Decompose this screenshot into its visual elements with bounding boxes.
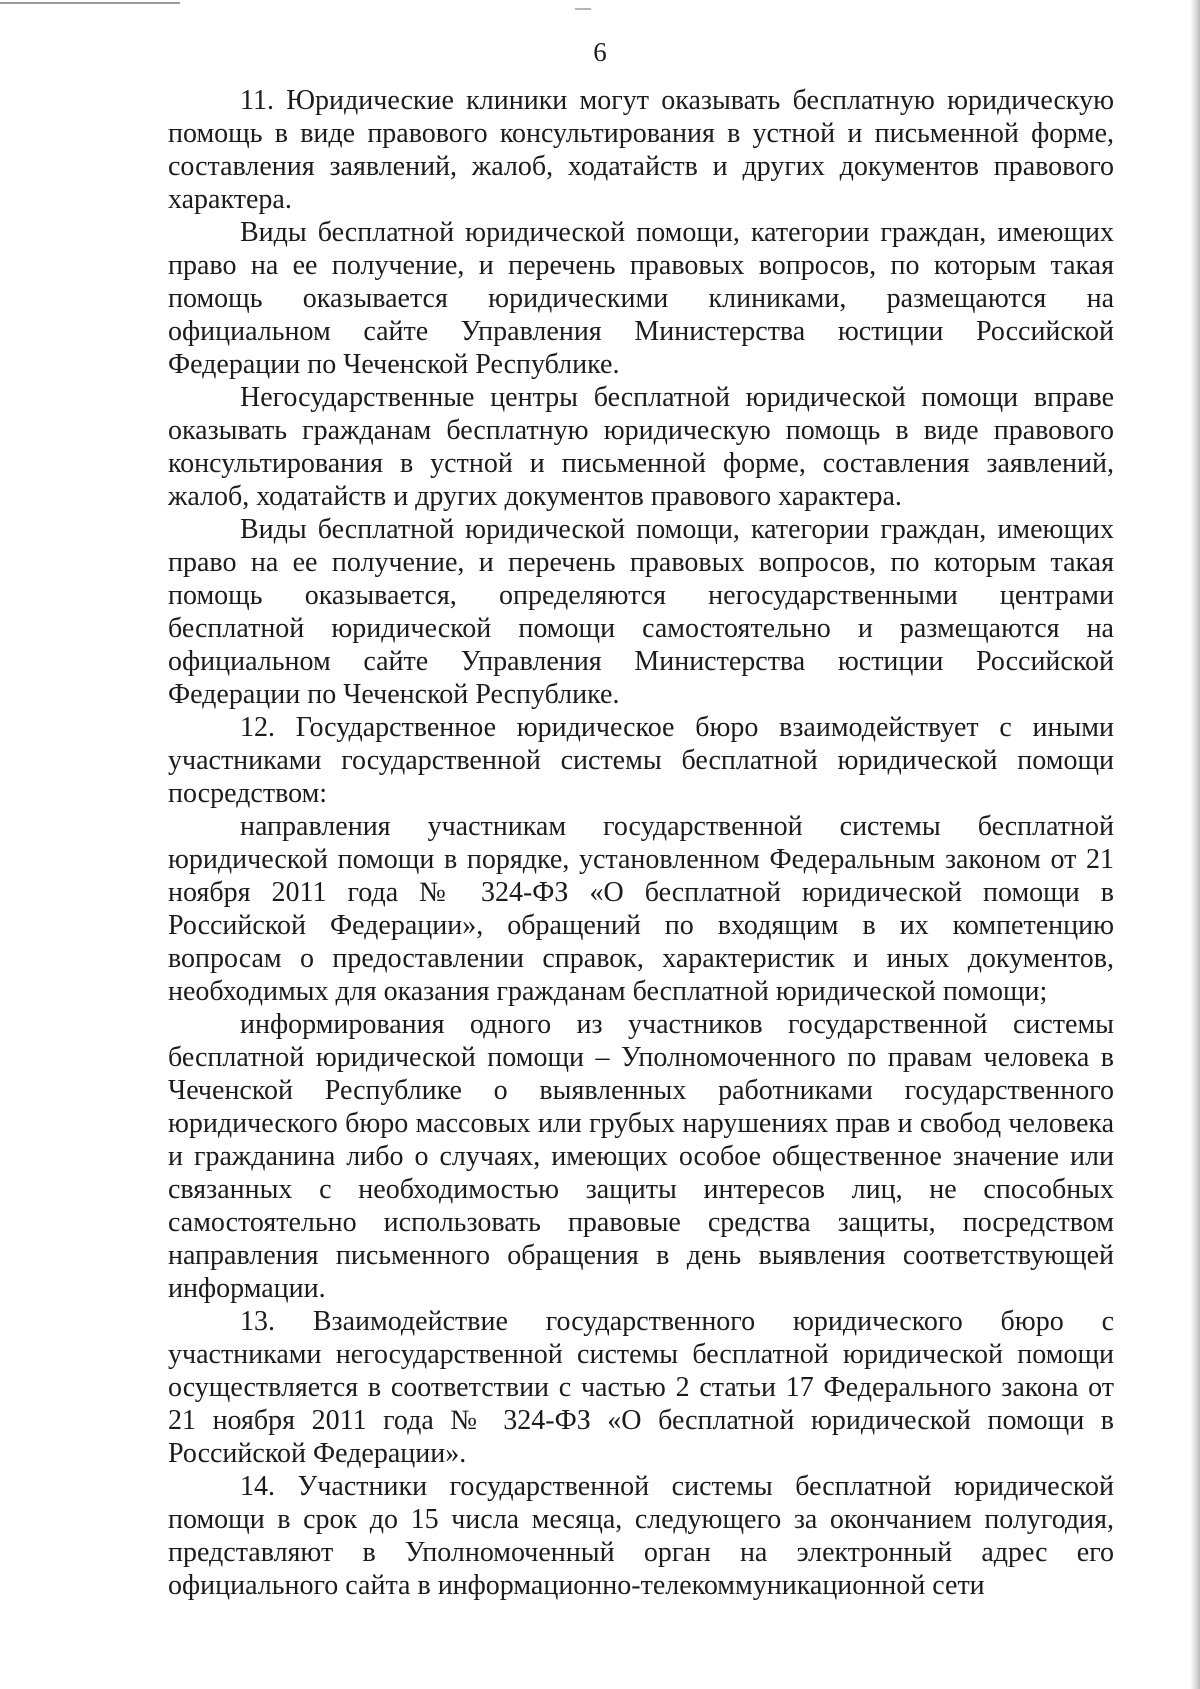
paragraph-nongov-centers-info: Виды бесплатной юридической помощи, категории граждан, имеющих право на ее получение, и перечень правовых вопросов, по которым такая помощь оказывается, определяются негосударственными центрами бесплатной юридической помощи самостоятельно и размещаются на официальном сайте Управления Министерства юстиции Российской Федерации по Чеченской Республике. <box>168 514 1114 710</box>
paragraph-legal-clinics-info: Виды бесплатной юридической помощи, категории граждан, имеющих право на ее получение, и перечень правовых вопросов, по которым такая помощь оказывается юридическими клиниками, размещаются на официальном сайте Управления Министерства юстиции Российской Федерации по Чеченской Республике. <box>168 217 1114 380</box>
paragraph-12: 12. Государственное юридическое бюро взаимодействует с иными участниками государственной системы бесплатной юридической помощи посредством: <box>168 712 1114 809</box>
paragraph-12-informing: информирования одного из участников государственной системы бесплатной юридической помощи – Уполномоченного по правам человека в Чеченской Республике о выявленных работниками государственного юридического бюро массовых или грубых нарушениях прав и свобод человека и гражданина либо о случаях, имеющих особое общественное значение или связанных с необходимостью защиты интересов лиц, не способных самостоятельно использовать правовые средства защиты, посредством направления письменного обращения в день выявления соответствующей информации. <box>168 1009 1114 1304</box>
scan-artifact-top-dash <box>575 8 591 10</box>
document-body <box>168 84 1114 1602</box>
paragraph-12-directions: направления участникам государственной системы бесплатной юридической помощи в порядке, установленном Федеральным законом от 21 ноября 2011 года № 324-ФЗ «О бесплатной юридической помощи в Российской Федерации», обращений по входящим в их компетенцию вопросам о предоставлении справок, характеристик и иных документов, необходимых для оказания гражданам бесплатной юридической помощи; <box>168 811 1114 1007</box>
paragraph-nongov-centers: Негосударственные центры бесплатной юридической помощи вправе оказывать гражданам бесплатную юридическую помощь в виде правового консультирования в устной и письменной форме, составления заявлений, жалоб, ходатайств и других документов правового характера. <box>168 382 1114 512</box>
page-number: 6 <box>593 37 607 67</box>
paragraph-11: 11. Юридические клиники могут оказывать бесплатную юридическую помощь в виде правового консультирования в устной и письменной форме, составления заявлений, жалоб, ходатайств и других документов правового характера. <box>168 85 1114 215</box>
paragraph-14: 14. Участники государственной системы бесплатной юридической помощи в срок до 15 числа месяца, следующего за окончанием полугодия, представляют в Уполномоченный орган на электронный адрес его официального сайта в информационно-телекоммуникационной сети <box>168 1471 1114 1601</box>
paragraph-13: 13. Взаимодействие государственного юридического бюро с участниками негосударственной системы бесплатной юридической помощи осуществляется в соответствии с частью 2 статьи 17 Федерального закона от 21 ноября 2011 года № 324-ФЗ «О бесплатной юридической помощи в Российской Федерации». <box>168 1306 1114 1469</box>
scan-artifact-top-line <box>0 2 180 4</box>
scan-shadow-right-edge <box>1190 0 1200 1689</box>
